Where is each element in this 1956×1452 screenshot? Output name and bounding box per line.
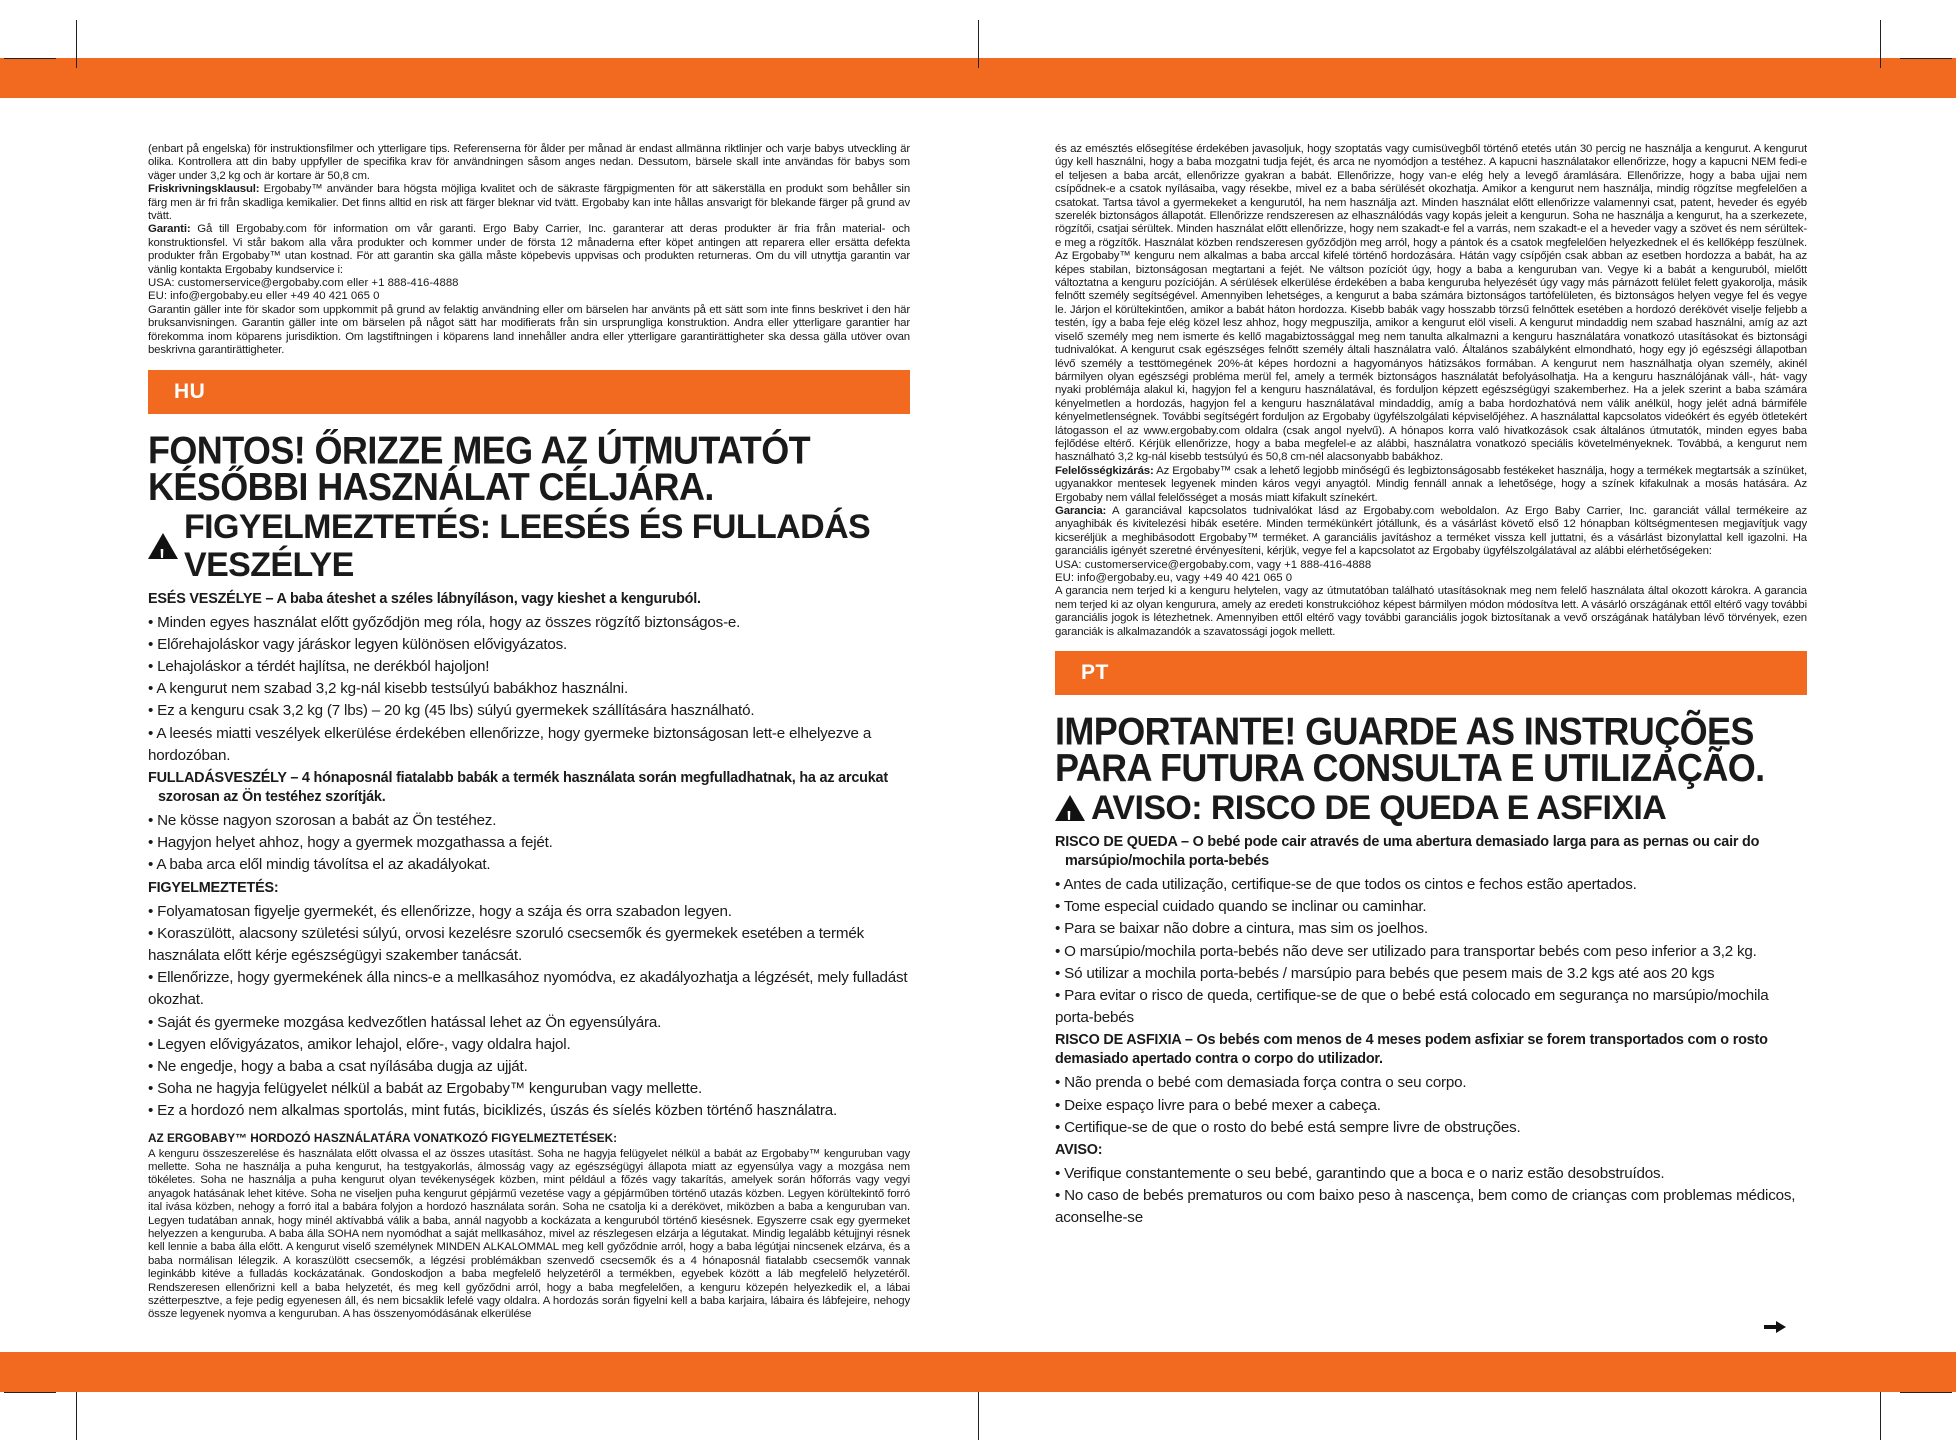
pt-warnings-heading: AVISO: (1055, 1142, 1103, 1159)
list-item: • No caso de bebés prematuros ou com baixo peso à nascença, bem como de crianças com problemas médicos, aconselhe-se (1055, 1185, 1807, 1229)
hu-guarantee-label: Garancia: (1055, 504, 1107, 517)
crop-mark (1880, 1392, 1881, 1440)
warning-triangle-icon (148, 533, 178, 559)
left-column (148, 143, 910, 1341)
crop-mark (1900, 58, 1952, 59)
crop-mark (1880, 20, 1881, 68)
sv-warranty-text: Gå till Ergobaby.com för information om vår garanti. Ergo Baby Carrier, Inc. garanterar att deras produkter är fria från material- och konstruktionsfel. Vi står bakom alla våra produkter och kommer under de första 12 månaderna efter köpet antingen att reparera eller ersätta defekta produkter från Ergobaby™ utan kostnad. För att garantin ska gälla måste köpebevis uppvisas och produkten returneras. Om du vill utnyttja garantin var vänlig kontakta Ergobaby kundservice i: (148, 223, 910, 276)
list-item: • Legyen elővigyázatos, amikor lehajol, előre-, vagy oldalra hajol. (148, 1034, 910, 1056)
pt-suffocation-heading: RISCO DE ASFIXIA – Os bebés com menos de 4 meses podem asfixiar se forem transportados com o rosto demasiado apertado contra o corpo do utilizador. (1055, 1032, 1768, 1068)
list-item: • Para evitar o risco de queda, certifique-se de que o bebé está colocado em segurança no marsúpio/mochila porta-bebés (1055, 985, 1807, 1029)
sv-contact-eu: EU: info@ergobaby.eu eller +49 40 421 065 0 (148, 290, 380, 303)
sv-warranty-exclusions: Garantin gäller inte för skador som uppkommit på grund av felaktig användning eller om bärselen har använts på ett sätt som inte finns beskrivet i den här bruksanvisningen. Garantin gäller inte om bärselen på något sätt har modifierats från sin ursprungliga konstruktion. Andra eller ytterligare garantier har förekomma inom köparens jurisdiktion. Om lagstiftningen i köparens land innehåller andra eller ytterligare garantirättigheter ska dessa gälla utöver ovan beskrivna garantirättigheter. (148, 303, 910, 357)
list-item: • Folyamatosan figyelje gyermekét, és ellenőrizze, hogy a szája és orra szabadon legyen. (148, 901, 910, 923)
warning-triangle-icon (1055, 795, 1085, 821)
hu-guarantee-text: A garanciával kapcsolatos tudnivalókat lásd az Ergobaby.com weboldalon. Az Ergo Baby Carrier, Inc. garanciát vállal termékeire az anyaghibák és kivitelezési hibák esetére. Minden termékünkért jótállunk, és a vásárlást követő első 12 hónapban költségmentesen megjavítjuk vagy kicseréljük a meghibásodott Ergobaby™ terméket. A garanciális javításhoz a terméket vissza kell juttatni, és a vásárlást bizonylattal kell igazolni. Ha garanciális igényét szeretné érvényesíteni, kérjük, vegye fel a kapcsolatot az Ergobaby ügyfélszolgálatával az alábbi elérhetőségeken: (1055, 504, 1807, 558)
list-item: • Ne engedje, hogy a baba a csat nyílásába dugja az ujját. (148, 1056, 910, 1078)
language-bar-pt (1055, 651, 1807, 695)
hu-headline: FONTOS! ŐRIZZE MEG AZ ÚTMUTATÓT KÉSŐBBI HASZNÁLAT CÉLJÁRA. (148, 427, 810, 509)
hu-liability-label: Felelősségkizárás: (1055, 464, 1154, 477)
pt-warning-title-text: AVISO: RISCO DE QUEDA E ASFIXIA (1091, 789, 1667, 828)
list-item: • Előrehajoláskor vagy járáskor legyen különösen elővigyázatos. (148, 634, 910, 656)
list-item: • Lehajoláskor a térdét hajlítsa, ne derékból hajoljon! (148, 656, 910, 678)
sv-disclaimer-label: Friskrivningsklausul: (148, 183, 260, 196)
hu-fall-list (148, 612, 910, 767)
hu-warnings-heading: FIGYELMEZTETÉS: (148, 879, 279, 896)
list-item: • Tome especial cuidado quando se inclinar ou caminhar. (1055, 896, 1807, 918)
list-item: • Para se baixar não dobre a cintura, mas sim os joelhos. (1055, 918, 1807, 940)
hu-contact-usa: USA: customerservice@ergobaby.com, vagy +1 888-416-4888 (1055, 558, 1372, 571)
sv-warranty-label: Garanti: (148, 223, 191, 236)
crop-mark (4, 58, 56, 59)
sv-disclaimer-text: Ergobaby™ använder bara högsta möjliga kvalitet och de säkraste färgpigmenten för att säkerställa en produkt som behåller sin färg men är fri från skadliga kemikalier. Det finns alltid en risk att färger bleknar vid tvätt. Ergobaby kan inte hållas ansvarigt för blekande färger på grund av tvätt. (148, 183, 910, 223)
bottom-orange-band (0, 1352, 1956, 1392)
list-item: • A kengurut nem szabad 3,2 kg-nál kisebb testsúlyú babákhoz használni. (148, 678, 910, 700)
crop-mark (76, 1392, 77, 1440)
crop-mark (4, 1392, 56, 1393)
language-bar-hu (148, 370, 910, 414)
list-item: • Minden egyes használat előtt győződjön meg róla, hogy az összes rögzítő biztonságos-e. (148, 612, 910, 634)
hu-fall-heading: ESÉS VESZÉLYE – A baba áteshet a széles lábnyíláson, vagy kieshet a kenguruból. (148, 590, 701, 607)
list-item: • Ez a kenguru csak 3,2 kg (7 lbs) – 20 kg (45 lbs) súlyú gyermekek szállítására használható. (148, 700, 910, 722)
hu-liability-text: Az Ergobaby™ csak a lehető legjobb minőségű és legbiztonságosabb festékeket használja, hogy a termékek megtartsák a színüket, ugyanakkor mentesek legyenek minden káros vegyi anyagtól. Mindig fennáll annak a lehetősége, hogy a színek kifakulnak a mosás hatására. Az Ergobaby nem vállal felelősséget a mosás miatt kifakult színekért. (1055, 464, 1807, 504)
sv-warranty (148, 223, 910, 277)
sv-disclaimer (148, 183, 910, 223)
hu-contact-eu: EU: info@ergobaby.eu, vagy +49 40 421 065 0 (1055, 572, 1293, 584)
list-item: • Só utilizar a mochila porta-bebés / marsúpio para bebés que pesem mais de 3.2 kgs até aos 20 kgs (1055, 963, 1807, 985)
pt-warning-title (1055, 789, 1807, 827)
pt-fall-heading: RISCO DE QUEDA – O bebé pode cair através de uma abertura demasiado larga para as pernas ou cair do marsúpio/mochila porta-bebés (1055, 834, 1760, 870)
hu-suffocation-heading: FULLADÁSVESZÉLY – 4 hónaposnál fiatalabb babák a termék használata során megfulladhatnak, ha az arcukat szorosan az Ön testéhez szorítják. (148, 769, 888, 805)
hu-warning-title (148, 508, 910, 584)
right-column (1055, 143, 1807, 1341)
list-item: • O marsúpio/mochila porta-bebés não deve ser utilizado para transportar bebés com peso inferior a 3,2 kg. (1055, 941, 1807, 963)
sv-intro: (enbart på engelska) för instruktionsfilmer och ytterligare tips. Referenserna för ålder per månad är endast allmänna riktlinjer och varje babys utveckling är olika. Kontrollera att din baby uppfyller de specifika krav för användningen såsom anges nedan. Dessutom, bärsele skall inte användas för babys som väger under 3,2 kg och är kortare är 50,8 cm. (148, 143, 910, 182)
list-item: • Não prenda o bebé com demasiada força contra o seu corpo. (1055, 1072, 1807, 1094)
list-item: • Certifique-se de que o rosto do bebé está sempre livre de obstruções. (1055, 1117, 1807, 1139)
list-item: • Ne kösse nagyon szorosan a babát az Ön testéhez. (148, 810, 910, 832)
crop-mark (1900, 1392, 1952, 1393)
hu-guarantee-exclusions: A garancia nem terjed ki a kenguru helytelen, vagy az útmutatóban található utasításoknak meg nem felelő használata által okozott károkra. A garancia nem terjed ki az olyan kengurura, amely az eredeti konstrukcióhoz képest bármilyen módon módosítva lett. A vásárló országának ettől eltérő vagy további garanciális jogok is létezhetnek. Amennyiben ettől eltérő vagy további garanciális jogok biztosítanak a vevő országának hatályban lévő törvények, ezen garanciák is alkalmazandók a szavatossági jogok mellett. (1055, 585, 1807, 638)
hu-warnings-list (148, 901, 910, 1123)
crop-mark (978, 1392, 979, 1440)
arrow-right-icon (1764, 1320, 1786, 1334)
pt-fall-list (1055, 874, 1807, 1029)
sv-contact-usa: USA: customerservice@ergobaby.com eller +1 888-416-4888 (148, 277, 459, 290)
hu-guarantee (1055, 505, 1807, 559)
language-code: PT (1081, 661, 1109, 685)
list-item: • A baba arca elől mindig távolítsa el az akadályokat. (148, 854, 910, 876)
list-item: • Soha ne hagyja felügyelet nélkül a babát az Ergobaby™ kenguruban vagy mellette. (148, 1078, 910, 1100)
hu-carrier-warnings-text: A kenguru összeszerelése és használata előtt olvassa el az összes utasítást. Soha ne hagyja felügyelet nélkül a babát az Ergobaby™ kenguruban vagy mellette. Soha ne használja a puha kengurut, ha testgyakorlás, álmosság vagy az egészségügyi állapota miatt az egyensúlya vagy a mozgása nem tökéletes. Soha ne használja a puha kengurut olyan tevékenységek közben, mint például a főzés vagy takarítás, amelyek során hőforrás vagy vegyi anyagok hatásának lehet kitéve. Soha ne viseljen puha kengurut gépjármű vezetése vagy a gépjárműben történő utazás közben. Legyen körültekintő forró ital ivása közben, nehogy a forró ital a babára folyjon a hordozó használata során. Soha ne csatolja ki a derékövet, miközben a baba a kenguruban van. Legyen tudatában annak, hogy minél aktívabbá válik a baba, annál nagyobb a kockázata a kenguruból történő kiesésnek. Egyszerre csak egy gyermeket helyezzen a kenguruba. A baba álla SOHA nem nyomódhat a saját mellkasához, mivel az részlegesen elzárja a légutakat. Mindig legalább kétujjnyi résnek kell lennie a baba álla előtt. A kengurut viselő személynek MINDEN ALKALOMMAL meg kell győződnie arról, hogy a baba légútjai nincsenek elzárva, és a baba normálisan lélegzik. A koraszülött csecsemők, a légzési problémákban szenvedő csecsemők és a 4 hónaposnál fiatalabb csecsemők vannak leginkább kitéve a fulladás kockázatának. Gondoskodjon a baba megfelelő helyzetéről a termékben, egyebek között a láb megfelelő helyzetéről. Rendszeresen ellenőrizni kell a baba helyzetét, és meg kell győződni arról, hogy a baba megfelelően, a kenguru közepén helyezkedik el, a lábai szétterpesztve, a feje pedig egyenesen áll, és nem bicsaklik lefelé vagy oldalra. A hordozás során figyelni kell a baba karjaira, lábaira és lábfejeire, nehogy össze legyenek nyomva a kenguruban. A has összenyomódásának elkerülése (148, 1147, 910, 1321)
crop-mark (76, 20, 77, 68)
hu-suffocation-list (148, 810, 910, 877)
list-item: • A leesés miatti veszélyek elkerülése érdekében ellenőrizze, hogy gyermeke biztonságosan lett-e elhelyezve a hordozóban. (148, 723, 910, 767)
list-item: • Saját és gyermeke mozgása kedvezőtlen hatással lehet az Ön egyensúlyára. (148, 1012, 910, 1034)
pt-suffocation-list (1055, 1072, 1807, 1139)
list-item: • Hagyjon helyet ahhoz, hogy a gyermek mozgathassa a fejét. (148, 832, 910, 854)
list-item: • Verifique constantemente o seu bebé, garantindo que a boca e o nariz estão desobstruídos. (1055, 1163, 1807, 1185)
list-item: • Ez a hordozó nem alkalmas sportolás, mint futás, biciklizés, úszás és síelés közben történő használatra. (148, 1100, 910, 1122)
list-item: • Koraszülött, alacsony születési súlyú, orvosi kezelésre szoruló csecsemők és gyermekek esetében a termék használata előtt kérje egészségügyi szakember tanácsát. (148, 923, 910, 967)
hu-carrier-warnings-heading: AZ ERGOBABY™ HORDOZÓ HASZNÁLATÁRA VONATKOZÓ FIGYELMEZTETÉSEK: (148, 1130, 618, 1145)
hu-continued-text: és az emésztés elősegítése érdekében javasoljuk, hogy szoptatás vagy cumisüvegből történő etetés után 30 percig ne használja a kengurut. A kengurut úgy kell használni, hogy a baba mozgatni tudja fejét, és arca ne nyomódjon a testéhez. A kapucni használatakor ellenőrizze, hogy a kapucni NEM fedi-e el teljesen a baba arcát, ellenőrizze gyakran a babát. Ellenőrizze, hogy van-e elég hely a levegő áramlására. Ellenőrizze, hogy a baba ujjai nem csípődnek-e a csatok nyílásaiba, vagy résekbe, mivel ez a baba sérülését okozhatja. Amikor a kengurut nem használja, mindig rögzítse megfelelően a csatokat. Tartsa távol a gyermekeket a kengurutól, ha nem használja azt. Minden használat előtt ellenőrizze valamennyi csat, patent, heveder és egyéb szerelék biztonságos állapotát. Ellenőrizze rendszeresen az elhasználódás vagy kopás jeleit a kengurun. Soha ne használja a kengurut, ha a szerkezete, rögzítői, csatjai sérültek. Minden használat előtt ellenőrizze, hogy nem szakadt-e fel a varrás, nem szakadt-e el a heveder vagy a szövet és nem sérültek-e meg a rögzítők. Használat közben rendszeresen győződjön meg arról, hogy a pántok és a csatok megfelelően helyezkednek el és kellőképp feszülnek. Az Ergobaby™ kenguru nem alkalmas a baba arccal kifelé történő hordozására. Hátán vagy csípőjén csak abban az esetben hordozza a babát, ha az képes stabilan, biztonságosan megtartani a fejét. Ne váltson pozíciót úgy, hogy a baba a kenguruban van. Vegye ki a babát a kenguruból, mielőtt változtatna a kenguru pozícióján. A sérülések elkerülése érdekében a baba kenguruba helyezését úgy vagy más párnázott felület felett gyakorolja, másik felnőtt személy segítségével. Amennyiben lehetséges, a kengurut a baba számára biztonságos tartófelületen, és biztonságos helyen vegye fel és vegye le. Járjon el körültekintően, amikor a babát háton hordozza. Kisebb babák vagy hosszabb törzsű felnőttek esetében a hordozó derékövét viselje feljebb a testén, így a baba feje elég közel lesz ahhoz, hogy megpuszilja, amikor a kengurut elöl viseli. A kengurut mindaddig nem szabad használni, amíg az azt viselő személy meg nem ismerte és kellő magabiztossággal meg nem tanulta alkalmazni a kenguru használatára vonatkozó utasításokat és biztonsági tudnivalókat. A kengurut csak egészséges felnőtt személy általi használatra való. Általános szabályként elmondható, hogy egy jó egészségi állapotban lévő személy a testtömegének 20%-át képes hordozni a hagyományos hátizsákos formában. A kengurut nem használhatja olyan személy, akinél bármilyen olyan egészségi probléma merül fel, amely a termék biztonságos használatát befolyásolhatja. Ha a kenguru használójának váll-, hát- vagy nyaki problémája alakul ki, hagyjon fel a kenguru használatával, és forduljon képzett egészségügyi szakemberhez. Ha a jelek szerint a baba számára kényelmetlen a hordozás, hagyjon fel a kenguru használatával mindaddig, amíg a baba hordozhatóvá nem válik anélkül, hogy jelét adná bármiféle kényelmetlenségnek. További segítségért forduljon az Ergobaby ügyfélszolgálati képviselőjéhez. A használattal kapcsolatos videókért és egyéb ötletekért látogasson el az www.ergobaby.com oldalra (csak angol nyelvű). A hónapos korra való hivatkozások csak általános útmutatók, minden egyes baba fejlődése eltérő. Kérjük ellenőrizze, hogy a baba megfelel-e az alábbi, használatra vonatkozó speciális követelményeknek. Továbbá, a kengurut nem használható 3,2 kg-nál kisebb testsúlyú és 50,8 cm-nél alacsonyabb babákhoz. (1055, 143, 1807, 464)
list-item: • Deixe espaço livre para o bebé mexer a cabeça. (1055, 1095, 1807, 1117)
hu-liability (1055, 465, 1807, 505)
language-code: HU (174, 379, 206, 403)
list-item: • Antes de cada utilização, certifique-se de que todos os cintos e fechos estão apertados. (1055, 874, 1807, 896)
list-item: • Ellenőrizze, hogy gyermekének álla nincs-e a mellkasához nyomódva, ez akadályozhatja a légzését, mely fulladást okozhat. (148, 967, 910, 1011)
hu-warning-title-text: FIGYELMEZTETÉS: LEESÉS ÉS FULLADÁS VESZÉLYE (184, 507, 871, 584)
pt-headline: IMPORTANTE! GUARDE AS INSTRUÇÕES PARA FUTURA CONSULTA E UTILIZAÇÃO. (1055, 708, 1765, 790)
pt-warnings-list (1055, 1163, 1807, 1230)
crop-mark (978, 20, 979, 68)
